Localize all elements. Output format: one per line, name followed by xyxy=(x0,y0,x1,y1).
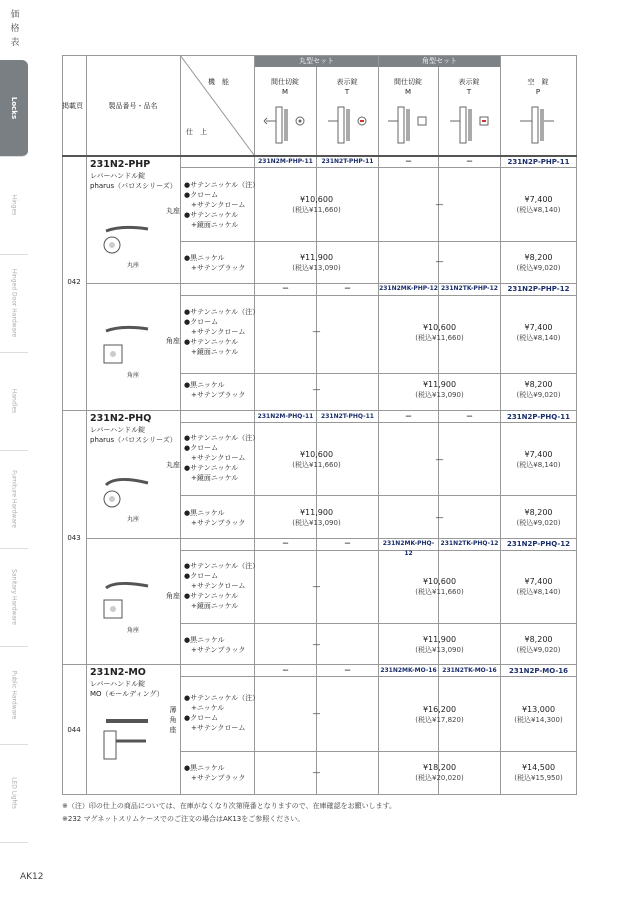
code-cell: 231N2P-PHP-12 xyxy=(507,285,570,293)
code-cell: — xyxy=(405,413,412,420)
code-cell: 231N2TK-PHQ-12 xyxy=(440,540,499,547)
code-cell: 231N2P-MO-16 xyxy=(509,667,568,675)
code-cell: — xyxy=(466,413,473,420)
finish-list: ●サテンニッケル（注） ●クローム +サテンクローム ●サテンニッケル +鏡面ニッケル xyxy=(184,562,260,610)
price-sq: — xyxy=(435,513,444,522)
func-label: 機 能 xyxy=(208,78,229,86)
sidebar-tab-furniture[interactable]: Furniture Hardware xyxy=(0,450,28,549)
price-mt: — xyxy=(312,640,321,649)
model-series: MO（モールディング） xyxy=(90,690,164,698)
code-cell: — xyxy=(344,285,351,292)
col-t1-name: 表示錠 xyxy=(336,78,358,86)
seat-label: 角座 xyxy=(166,337,180,345)
price-sq: ¥10,600 (税込¥11,660) xyxy=(415,323,464,342)
code-cell: 231N2MK-PHQ-12 xyxy=(382,540,435,557)
col-t1-letter: T xyxy=(344,88,350,96)
price-mt: — xyxy=(312,709,321,718)
price-sq: — xyxy=(435,455,444,464)
price-mt: ¥10,600 (税込¥11,660) xyxy=(292,195,341,214)
code-cell: 231N2T-PHQ-11 xyxy=(321,413,374,420)
sidebar-tab-hinges[interactable]: Hinges xyxy=(0,156,28,255)
lock-m-round-icon xyxy=(262,101,310,147)
code-cell: — xyxy=(466,158,473,165)
price-mt: — xyxy=(312,768,321,777)
sidebar xyxy=(0,0,30,900)
price-p: ¥8,200 (税込¥9,020) xyxy=(516,635,561,654)
finish-list: ●黒ニッケル +サテンブラック xyxy=(184,254,246,272)
handle-square-icon xyxy=(102,325,152,369)
code-cell: 231N2TK-PHP-12 xyxy=(441,285,498,292)
model-series: pharus（パロスシリーズ） xyxy=(90,182,177,190)
sidebar-tab-hinged-door[interactable]: Hinged Door Hardware xyxy=(0,254,28,353)
price-mt: — xyxy=(312,385,321,394)
price-mt: ¥11,900 (税込¥13,090) xyxy=(292,253,341,272)
price-sq: ¥11,900 (税込¥13,090) xyxy=(415,380,464,399)
finish-list: ●黒ニッケル +サテンブラック xyxy=(184,509,246,527)
code-cell: 231N2M-PHP-11 xyxy=(258,158,313,165)
price-mt: ¥11,900 (税込¥13,090) xyxy=(292,508,341,527)
code-cell: 231N2MK-MO-16 xyxy=(380,667,437,674)
code-cell: 231N2M-PHQ-11 xyxy=(257,413,314,420)
finish-list: ●サテンニッケル（注） +ニッケル ●クローム +サテンクローム xyxy=(184,694,260,732)
code-cell: — xyxy=(405,158,412,165)
sidebar-tab-sanitary[interactable]: Sanitary Hardware xyxy=(0,548,28,647)
col-header-page: 掲載頁 xyxy=(62,102,83,110)
sidebar-tab-public[interactable]: Public Hardware xyxy=(0,646,28,745)
handle-round-icon xyxy=(102,475,152,511)
finish-label: 仕 上 xyxy=(186,128,207,136)
illus-caption: 丸座 xyxy=(126,516,139,523)
sidebar-tab-handles[interactable]: Handles xyxy=(0,352,28,451)
finish-list: ●サテンニッケル（注） ●クローム +サテンクローム ●サテンニッケル +鏡面ニッケル xyxy=(184,181,260,229)
price-table xyxy=(62,55,577,795)
col-p-letter: P xyxy=(535,88,541,96)
finish-list: ●黒ニッケル +サテンブラック xyxy=(184,764,246,782)
col-header-product: 製品番号・品名 xyxy=(108,102,158,110)
col-m1-name: 間仕切錠 xyxy=(271,78,299,86)
col-m2-name: 間仕切錠 xyxy=(394,78,422,86)
model-desc: レバーハンドル錠 xyxy=(90,172,146,180)
price-p: ¥7,400 (税込¥8,140) xyxy=(516,450,561,469)
header-diagonal xyxy=(180,55,254,155)
code-cell: — xyxy=(282,285,289,292)
footnote-2: ※232 マグネットスリムケースでのご注文の場合はAK13をご参照ください。 xyxy=(62,815,305,823)
round-set-band: 丸型セット xyxy=(255,56,378,67)
illus-caption: 角座 xyxy=(126,372,139,379)
price-mt: — xyxy=(312,327,321,336)
model-231N2-MO: 231N2-MO xyxy=(90,667,146,678)
price-mt: ¥10,600 (税込¥11,660) xyxy=(292,450,341,469)
seat-label: 角座 xyxy=(166,592,180,600)
page-ref-044: 044 xyxy=(67,726,81,734)
seat-label: 丸座 xyxy=(166,461,180,469)
price-p: ¥7,400 (税込¥8,140) xyxy=(516,195,561,214)
finish-list: ●サテンニッケル（注） ●クローム +サテンクローム ●サテンニッケル +鏡面ニッケル xyxy=(184,434,260,482)
finish-list: ●黒ニッケル +サテンブラック xyxy=(184,381,246,399)
price-p: ¥8,200 (税込¥9,020) xyxy=(516,253,561,272)
code-cell: — xyxy=(344,540,351,547)
model-231N2-PHP: 231N2-PHP xyxy=(90,159,151,170)
price-sq: — xyxy=(435,257,444,266)
square-set-band: 角型セット xyxy=(379,56,500,67)
finish-list: ●黒ニッケル +サテンブラック xyxy=(184,636,246,654)
price-sq: ¥10,600 (税込¥11,660) xyxy=(415,577,464,596)
code-cell: 231N2P-PHQ-12 xyxy=(507,540,570,548)
price-p: ¥8,200 (税込¥9,020) xyxy=(516,508,561,527)
handle-square-icon xyxy=(102,580,152,624)
price-p: ¥7,400 (税込¥8,140) xyxy=(516,323,561,342)
price-sq: — xyxy=(435,200,444,209)
col-t2-letter: T xyxy=(466,88,472,96)
code-cell: — xyxy=(344,667,351,674)
code-cell: 231N2P-PHP-11 xyxy=(507,158,570,166)
illus-caption: 角座 xyxy=(126,627,139,634)
col-m1-letter: M xyxy=(281,88,289,96)
finish-list: ●サテンニッケル（注） ●クローム +サテンクローム ●サテンニッケル +鏡面ニッケル xyxy=(184,308,260,356)
col-p-name: 空 錠 xyxy=(527,78,549,86)
seat-label: 薄角座 xyxy=(169,706,177,734)
page-ref-043: 043 xyxy=(67,534,81,542)
price-p: ¥8,200 (税込¥9,020) xyxy=(516,380,561,399)
model-desc: レバーハンドル錠 xyxy=(90,426,146,434)
code-cell: 231N2P-PHQ-11 xyxy=(507,413,570,421)
model-desc: レバーハンドル錠 xyxy=(90,680,146,688)
model-series: pharus（パロスシリーズ） xyxy=(90,436,177,444)
sidebar-tab-locks[interactable]: Locks xyxy=(0,60,28,157)
lock-m-square-icon xyxy=(384,101,432,147)
price-p: ¥14,500 (税込¥15,950) xyxy=(514,763,563,782)
col-t2-name: 表示錠 xyxy=(458,78,480,86)
handle-molding-icon xyxy=(102,715,152,761)
code-cell: 231N2T-PHP-11 xyxy=(321,158,374,165)
code-cell: 231N2MK-PHP-12 xyxy=(379,285,438,292)
lock-t-round-icon xyxy=(324,101,372,147)
code-cell: — xyxy=(282,667,289,674)
price-p: ¥13,000 (税込¥14,300) xyxy=(514,705,563,724)
price-sq: ¥16,200 (税込¥17,820) xyxy=(415,705,464,724)
footnote-1: ※（注）印の仕上の商品については、在庫がなくなり次第廃番となりますので、在庫確認をお願いします。 xyxy=(62,802,397,810)
model-231N2-PHQ: 231N2-PHQ xyxy=(90,413,152,424)
sidebar-title: 価 格 表 xyxy=(10,10,20,48)
page-ref-042: 042 xyxy=(67,278,81,286)
handle-round-icon xyxy=(102,223,152,257)
price-p: ¥7,400 (税込¥8,140) xyxy=(516,577,561,596)
illus-caption: 丸座 xyxy=(126,262,139,269)
col-m2-letter: M xyxy=(404,88,412,96)
price-sq: ¥11,900 (税込¥13,090) xyxy=(415,635,464,654)
seat-label: 丸座 xyxy=(166,207,180,215)
price-mt: — xyxy=(312,582,321,591)
sidebar-tab-led[interactable]: LED Lights xyxy=(0,744,28,843)
page-number: AK12 xyxy=(20,872,44,882)
lock-p-icon xyxy=(514,101,562,147)
price-sq: ¥18,200 (税込¥20,020) xyxy=(415,763,464,782)
code-cell: 231N2TK-MO-16 xyxy=(442,667,497,674)
lock-t-square-icon xyxy=(446,101,494,147)
code-cell: — xyxy=(282,540,289,547)
